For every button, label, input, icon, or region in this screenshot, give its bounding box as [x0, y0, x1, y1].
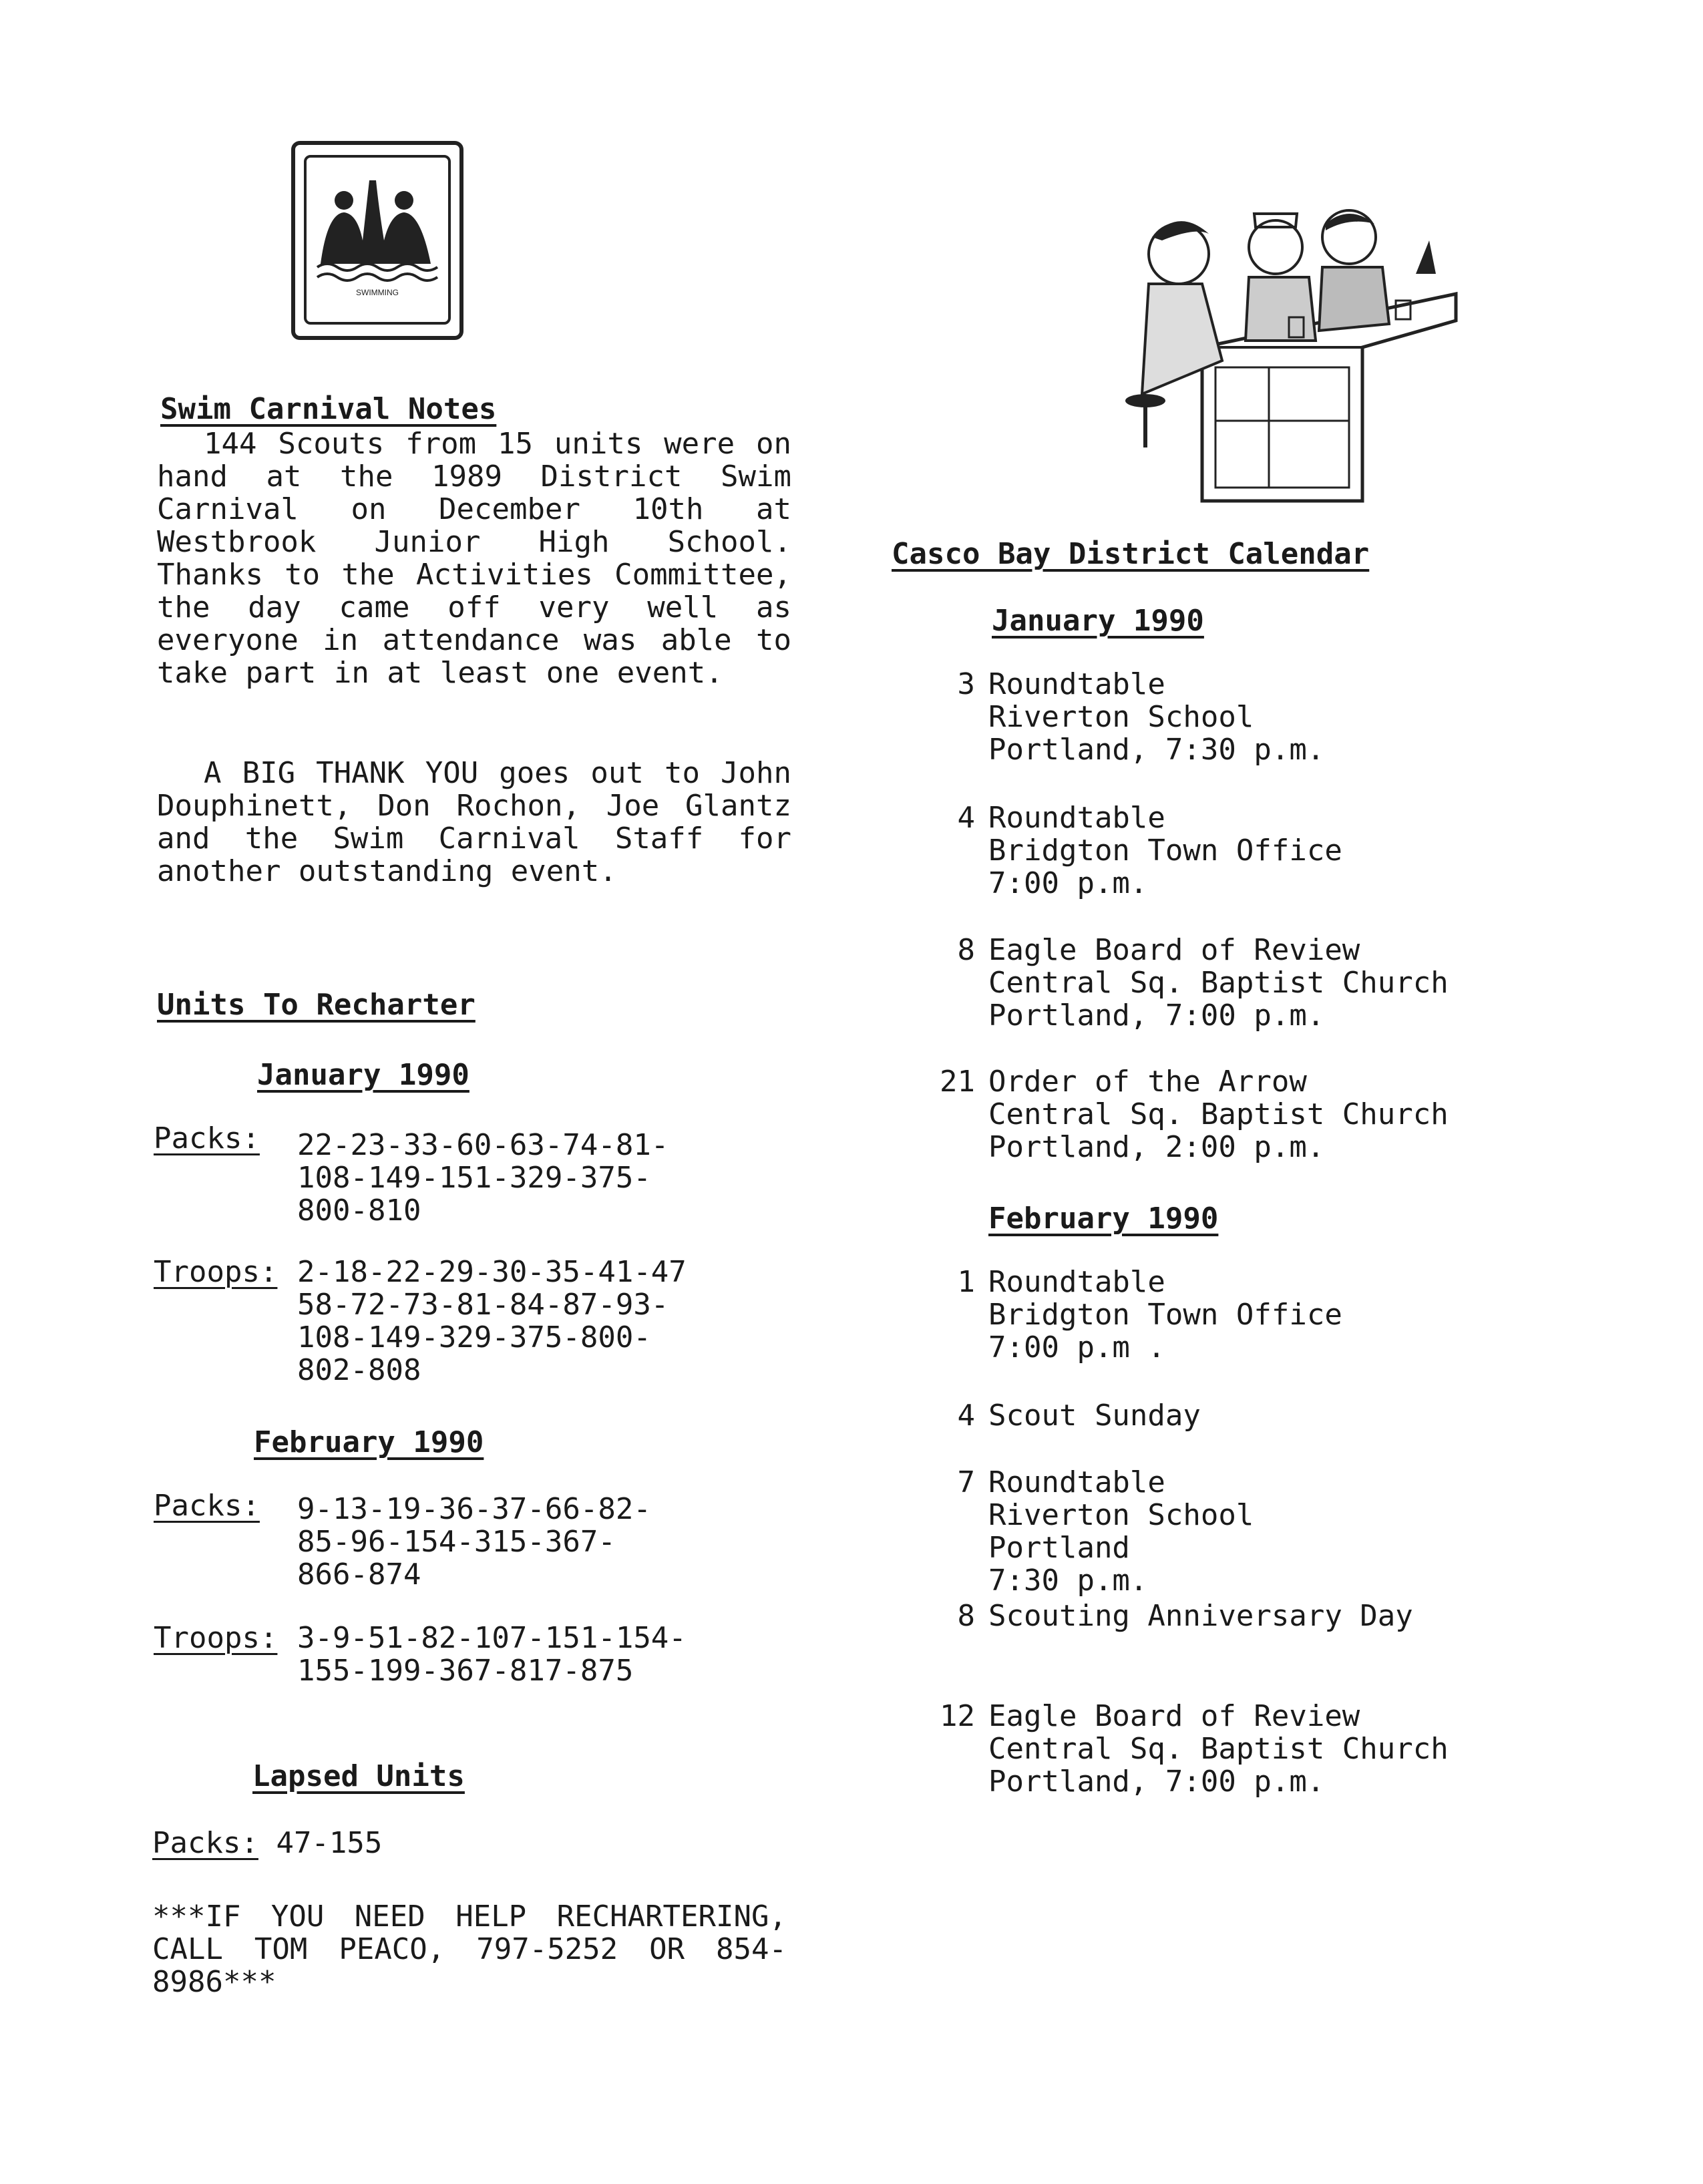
lapsed-packs-row: Packs: 47-155	[152, 1826, 383, 1860]
calendar-event-line: Bridgton Town Office	[988, 834, 1342, 868]
recharter-heading: Units To Recharter	[157, 988, 476, 1022]
calendar-event-line: Roundtable	[988, 801, 1165, 835]
calendar-event-day: 4	[957, 1399, 975, 1433]
swimming-logo	[291, 140, 464, 341]
calendar-event-line: Scouting Anniversary Day	[988, 1599, 1413, 1633]
calendar-event-line: Riverton School	[988, 1498, 1254, 1532]
pack-line: 9-13-19-36-37-66-82-	[297, 1492, 651, 1526]
calendar-event	[957, 1399, 1656, 1433]
calendar-event-line: Order of the Arrow	[988, 1065, 1307, 1099]
january-packs-list	[297, 1129, 765, 1227]
calendar-event	[940, 1699, 1656, 1799]
calendar-event-day: 7	[957, 1465, 975, 1499]
calendar-event-line: Roundtable	[988, 1265, 1165, 1299]
recharter-help-notice: ***IF YOU NEED HELP RECHARTERING, CALL TOM PEACO, 797-5252 OR 854-8986***	[152, 1899, 787, 1999]
calendar-event-line: Eagle Board of Review	[988, 1699, 1360, 1733]
calendar-event-line: Riverton School	[988, 700, 1254, 734]
lapsed-units-heading: Lapsed Units	[252, 1759, 465, 1793]
calendar-event-day: 8	[957, 933, 975, 967]
calendar-event-line: Eagle Board of Review	[988, 933, 1360, 967]
troop-line: 155-199-367-817-875	[297, 1654, 634, 1688]
calendar-event	[957, 801, 1656, 900]
calendar-january-month: January 1990	[992, 604, 1204, 638]
calendar-event-line: Portland, 2:00 p.m.	[988, 1130, 1325, 1164]
calendar-event	[957, 1599, 1656, 1633]
calendar-event-day: 21	[940, 1065, 975, 1099]
calendar-event-line: 7:00 p.m .	[988, 1330, 1165, 1364]
calendar-event-line: Central Sq. Baptist Church	[988, 1097, 1449, 1131]
calendar-event	[957, 667, 1656, 767]
troop-line: 2-18-22-29-30-35-41-47	[297, 1255, 687, 1289]
swim-carnival-heading: Swim Carnival Notes	[160, 392, 497, 426]
calendar-event-line: Portland, 7:00 p.m.	[988, 1765, 1325, 1799]
calendar-event-day: 3	[957, 667, 975, 701]
calendar-event	[940, 1065, 1656, 1164]
january-troops-list	[297, 1256, 765, 1387]
pack-line: 800-810	[297, 1194, 421, 1228]
calendar-event-line: 7:00 p.m.	[988, 866, 1148, 900]
calendar-event	[957, 933, 1656, 1033]
calendar-event-line: Central Sq. Baptist Church	[988, 1732, 1449, 1766]
troop-line: 802-808	[297, 1353, 421, 1387]
calendar-event-line: 7:30 p.m.	[988, 1564, 1148, 1598]
calendar-event-day: 8	[957, 1599, 975, 1633]
calendar-event-line: Scout Sunday	[988, 1399, 1201, 1433]
troop-line: 3-9-51-82-107-151-154-	[297, 1621, 687, 1655]
calendar-event-line: Roundtable	[988, 1465, 1165, 1499]
calendar-event-day: 4	[957, 801, 975, 835]
soda-counter-illustration	[1122, 200, 1469, 508]
calendar-event-day: 12	[940, 1699, 975, 1733]
recharter-february-month: February 1990	[254, 1425, 484, 1459]
february-troops-label: Troops:	[154, 1621, 278, 1655]
swim-carnival-paragraph-1: 144 Scouts from 15 units were on hand at the 1989 District Swim Carnival on December 10th at Westbrook Junior High School. Thanks to the Activities Committee, the day came off very well as everyone in attendance was able to take part in at least one event.	[157, 427, 791, 690]
calendar-event-line: Central Sq. Baptist Church	[988, 966, 1449, 1000]
calendar-event-line: Bridgton Town Office	[988, 1298, 1342, 1332]
troop-line: 108-149-329-375-800-	[297, 1320, 651, 1354]
calendar-event-day: 1	[957, 1265, 975, 1299]
swim-carnival-paragraph-2: A BIG THANK YOU goes out to John Douphinett, Don Rochon, Joe Glantz and the Swim Carnival Staff for another outstanding event.	[157, 756, 791, 888]
pack-line: 866-874	[297, 1558, 421, 1592]
pack-line: 108-149-151-329-375-	[297, 1161, 651, 1195]
calendar-event-line: Roundtable	[988, 667, 1165, 701]
february-packs-list	[297, 1493, 765, 1591]
pack-line: 22-23-33-60-63-74-81-	[297, 1128, 669, 1162]
january-troops-label: Troops:	[154, 1255, 278, 1289]
february-packs-label: Packs:	[154, 1489, 260, 1523]
calendar-event-line: Portland, 7:30 p.m.	[988, 733, 1325, 767]
calendar-heading: Casco Bay District Calendar	[892, 537, 1370, 571]
calendar-event	[957, 1265, 1656, 1364]
pack-line: 85-96-154-315-367-	[297, 1525, 616, 1559]
troop-line: 58-72-73-81-84-87-93-	[297, 1288, 669, 1322]
calendar-event-line: Portland, 7:00 p.m.	[988, 998, 1325, 1033]
calendar-event	[957, 1465, 1656, 1598]
svg-text:SWIMMING: SWIMMING	[356, 288, 399, 297]
february-troops-list	[297, 1622, 765, 1687]
calendar-february-month: February 1990	[988, 1202, 1219, 1236]
recharter-january-month: January 1990	[257, 1058, 469, 1092]
calendar-event-line: Portland	[988, 1531, 1130, 1565]
january-packs-label: Packs:	[154, 1121, 260, 1155]
